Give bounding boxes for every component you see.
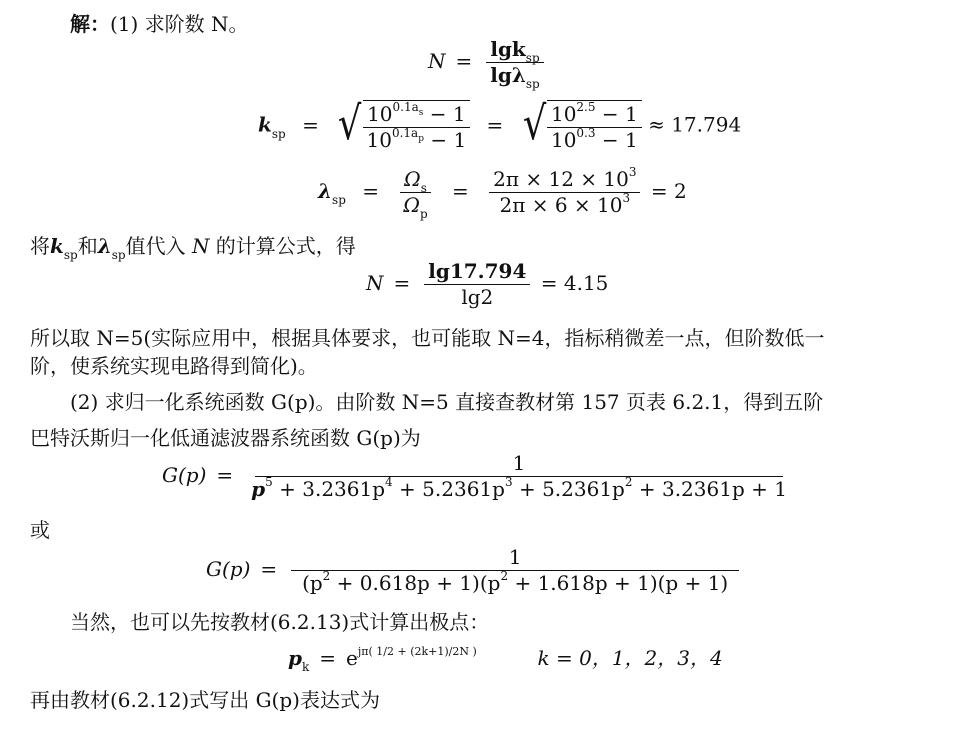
para1-line2: 阶，使系统实现电路得到简化)。: [30, 354, 318, 378]
equation-ksp: $k_{sp}$ = √ $\frac{10^{0.1as} - 1}{10^{0.1ap} - 1}$ = √ $\frac{10^{2.5} - 1}{10^{0.3} - 1}$ ≈ 17.794: [258, 96, 742, 152]
poles-intro: 当然，也可以先按教材(6.2.13)式计算出极点：: [70, 610, 490, 634]
para2-line1: (2) 求归一化系统函数 G(p)。由阶数 N=5 直接查教材第 157 页表 6.2.1，得到五阶: [70, 390, 824, 414]
step1-text: (1) 求阶数 N。: [110, 12, 249, 36]
sqrt-2: √ $\frac{10^{2.5} - 1}{10^{0.3} - 1}$: [520, 100, 642, 152]
equation-order: [428, 37, 548, 91]
equation-g-factored: G(p) = $\frac{1}{(p^2 + 0.618p + 1)(p^2 + 1.618p + 1)(p + 1)}$: [206, 546, 743, 595]
para1-line1: 所以取 N=5(实际应用中，根据具体要求，也可能取 N=4，指标稍微差一点，但阶数低一: [30, 326, 825, 350]
solution-label: 解：: [70, 12, 110, 36]
para2-line2: 巴特沃斯归一化低通滤波器系统函数 G(p)为: [30, 426, 421, 450]
lambda-result: = 2: [650, 179, 687, 203]
step1-heading: [70, 8, 249, 37]
substitute-text: 将$k_{sp}$和$\lambda_{sp}$值代入 N 的计算公式，得: [30, 234, 356, 262]
equation-order-result: N = $\frac{\lg 17.794}{\lg 2}$ = 4.15: [366, 259, 609, 309]
equation-poles: $p_k = e^{j\pi( 1/2 + (2k+1)/2N )}$ k = 0，1，2，3，4: [288, 645, 723, 674]
or-text: 或: [30, 518, 50, 542]
equation-g-poly: G(p) = $\frac{1}{p^5 + 3.2361p^4 + 5.2361p^3 + 5.2361p^2 + 3.2361p + 1}$: [162, 451, 787, 501]
ksp-result: ≈ 17.794: [648, 112, 742, 137]
eq-lhs: N: [428, 49, 446, 73]
equation-lambda: $\lambda_{sp}$ = $\frac{\Omega_s}{\Omega_p}$ = $\frac{2\pi \times 12 \times 10^3}{2\pi \times 6 \times 10^3}$ = 2: [318, 165, 687, 221]
g-expression-intro: 再由教材(6.2.12)式写出 G(p)表达式为: [30, 688, 380, 712]
eq-fraction: $\frac{\lg k_{sp}}{\lg\lambda_{sp}}$: [486, 38, 543, 87]
sqrt-1: √ $\frac{10^{0.1as} - 1}{10^{0.1ap} - 1}$: [335, 100, 470, 152]
eq-sign: =: [455, 49, 473, 73]
